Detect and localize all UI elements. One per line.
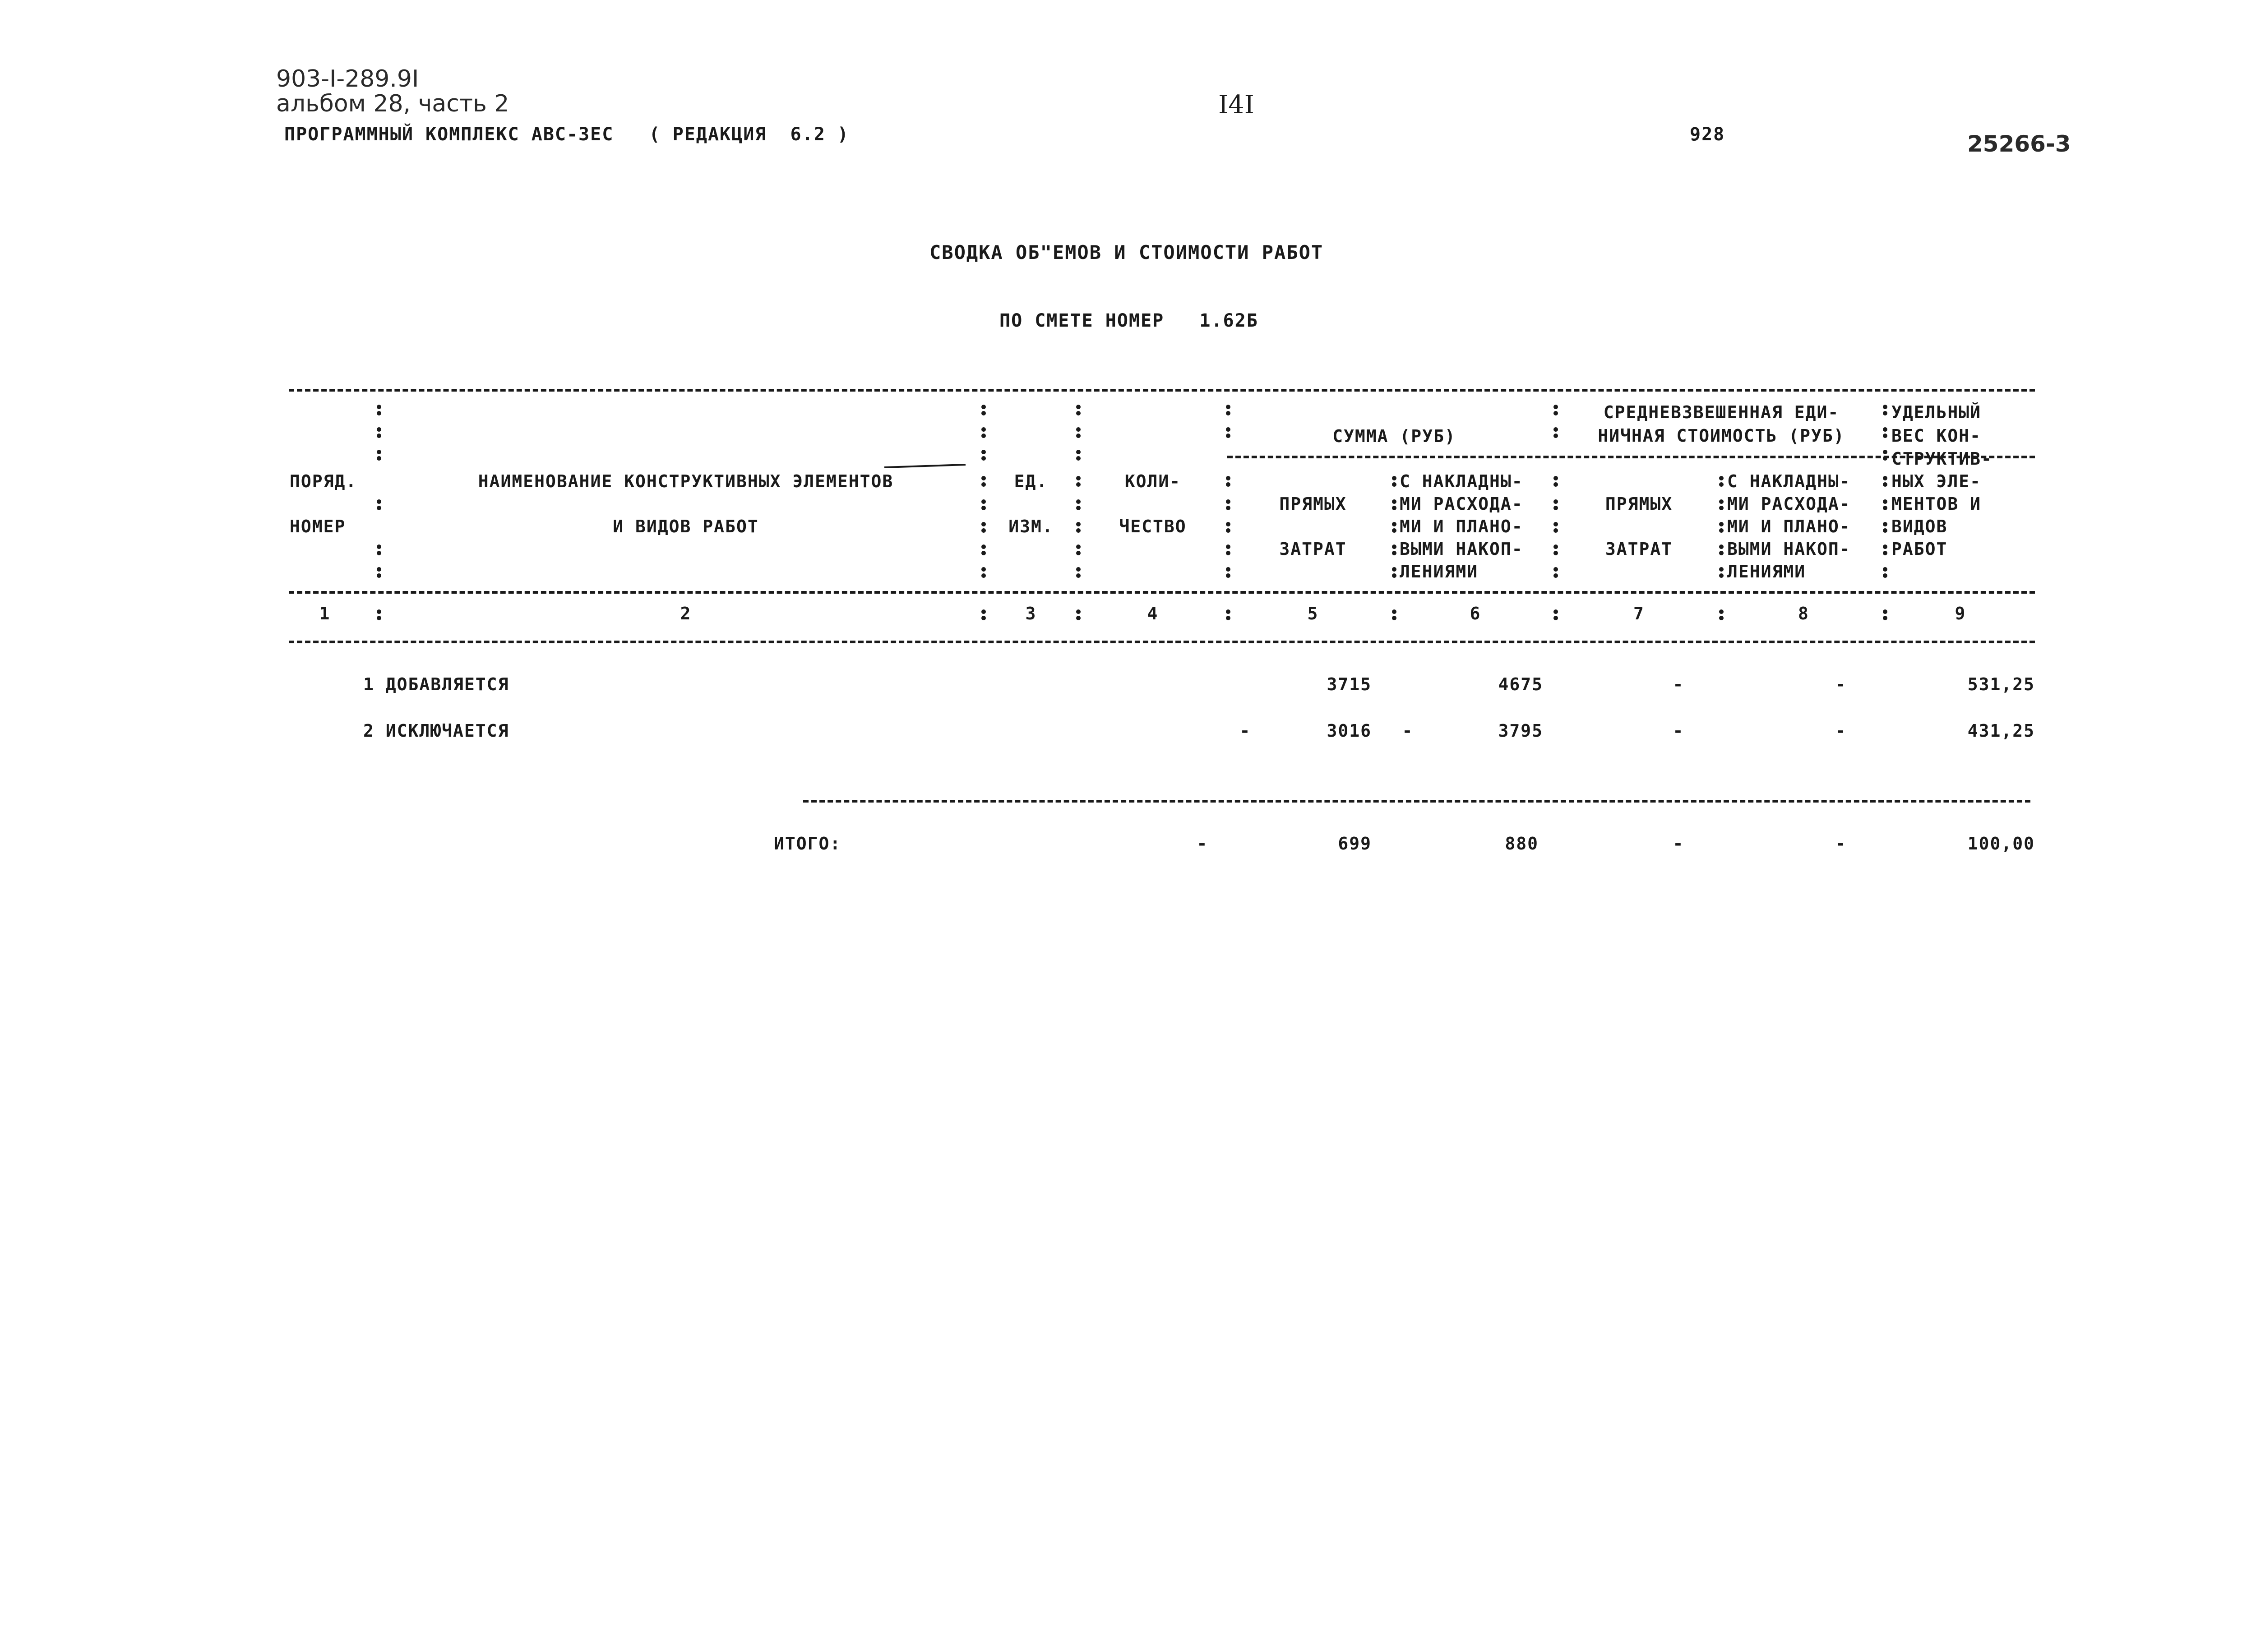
header-weight-line6: ВИДОВ [1891, 517, 1948, 536]
header-avg-overhead-line3: МИ И ПЛАНО- [1727, 517, 1851, 536]
underline-stroke [884, 465, 966, 467]
document-code: 903-I-289.9I [276, 65, 419, 92]
row-1-overhead-sum: 4675 [1498, 674, 1543, 694]
header-qty-line1: КОЛИ- [1124, 471, 1181, 491]
total-rule [803, 800, 2030, 803]
separator-6 [1553, 405, 1558, 620]
row-1-weight: 531,25 [1967, 674, 2035, 694]
column-number-5: 5 [1307, 604, 1319, 623]
header-unit-line2: ИЗМ. [1008, 517, 1054, 536]
table-top-rule [289, 389, 2035, 392]
row-1-label: 1 ДОБАВЛЯЕТСЯ [363, 674, 509, 694]
header-avg-overhead-line5: ЛЕНИЯМИ [1727, 562, 1806, 581]
column-number-8: 8 [1798, 604, 1809, 623]
header-sum-overhead-line1: С НАКЛАДНЫ- [1400, 471, 1523, 491]
sheet-number: 928 [1690, 124, 1725, 145]
row-2-overhead-sign: - [1402, 721, 1414, 741]
header-sum-overhead-line5: ЛЕНИЯМИ [1400, 562, 1479, 581]
column-number-1: 1 [319, 604, 331, 623]
header-name-line2: И ВИДОВ РАБОТ [613, 517, 759, 536]
separator-2 [981, 405, 986, 620]
column-number-2: 2 [680, 604, 692, 623]
header-weight-line7: РАБОТ [1891, 539, 1948, 559]
separator-5 [1392, 476, 1396, 620]
column-number-3: 3 [1025, 604, 1037, 623]
total-overhead-sum: 880 [1505, 834, 1539, 854]
separator-7 [1719, 476, 1724, 620]
header-weight-line5: МЕНТОВ И [1891, 494, 1982, 514]
row-2-direct-sign: - [1239, 721, 1251, 741]
sheet-code: 25266-3 [1967, 131, 2071, 157]
header-sum-direct-line2: ЗАТРАТ [1279, 539, 1347, 559]
separator-4 [1226, 405, 1230, 620]
header-order-line1: ПОРЯД. [290, 471, 357, 491]
header-weight-line4: НЫХ ЭЛЕ- [1891, 471, 1982, 491]
row-2-label: 2 ИСКЛЮЧАЕТСЯ [363, 721, 509, 741]
row-2-direct-sum: 3016 [1327, 721, 1372, 741]
album-part: альбом 28, часть 2 [276, 90, 509, 117]
header-name-line1: НАИМЕНОВАНИЕ КОНСТРУКТИВНЫХ ЭЛЕМЕНТОВ [478, 471, 894, 491]
header-bottom-rule [289, 591, 2035, 594]
row-1-direct-sum: 3715 [1327, 674, 1372, 694]
total-overhead-avg: - [1835, 834, 1847, 854]
row-1-overhead-avg: - [1835, 674, 1847, 694]
row-2-weight: 431,25 [1967, 721, 2035, 741]
header-sum-overhead-line2: МИ РАСХОДА- [1400, 494, 1523, 514]
separator-3 [1076, 405, 1081, 620]
row-2-overhead-sum: 3795 [1498, 721, 1543, 741]
header-avg-overhead-line2: МИ РАСХОДА- [1727, 494, 1851, 514]
header-sum-group: СУММА (РУБ) [1332, 426, 1456, 446]
total-sign: - [1197, 834, 1208, 854]
header-sum-overhead-line4: ВЫМИ НАКОП- [1400, 539, 1523, 559]
header-sum-overhead-line3: МИ И ПЛАНО- [1400, 517, 1523, 536]
row-2-direct-avg: - [1673, 721, 1684, 741]
page-number: I4I [1218, 90, 1254, 120]
separator-8 [1883, 405, 1887, 620]
column-number-rule [289, 641, 2035, 643]
header-avg-direct-line1: ПРЯМЫХ [1605, 494, 1673, 514]
report-title: СВОДКА ОБ"ЕМОВ И СТОИМОСТИ РАБОТ [929, 241, 1324, 263]
total-direct-sum: 699 [1338, 834, 1372, 854]
header-avg-overhead-line1: С НАКЛАДНЫ- [1727, 471, 1851, 491]
header-weight-line2: ВЕС КОН- [1891, 426, 1982, 446]
header-weight-line3: СТРУКТИВ- [1891, 449, 1992, 469]
report-subtitle: ПО СМЕТЕ НОМЕР 1.62Б [999, 310, 1258, 331]
total-direct-avg: - [1673, 834, 1684, 854]
header-sum-direct-line1: ПРЯМЫХ [1279, 494, 1347, 514]
header-order-line2: НОМЕР [290, 517, 346, 536]
column-number-6: 6 [1470, 604, 1481, 623]
row-2-overhead-avg: - [1835, 721, 1847, 741]
separator-1 [377, 405, 381, 620]
total-weight: 100,00 [1967, 834, 2035, 854]
header-avg-overhead-line4: ВЫМИ НАКОП- [1727, 539, 1851, 559]
header-avg-group-line2: НИЧНАЯ СТОИМОСТЬ (РУБ) [1598, 426, 1845, 446]
total-label: ИТОГО: [774, 834, 841, 854]
column-number-4: 4 [1147, 604, 1159, 623]
header-unit-line1: ЕД. [1014, 471, 1048, 491]
header-weight-line1: УДЕЛЬНЫЙ [1891, 402, 1982, 422]
header-qty-line2: ЧЕСТВО [1119, 517, 1187, 536]
header-avg-group-line1: СРЕДНЕВЗВЕШЕННАЯ ЕДИ- [1603, 402, 1840, 422]
header-avg-direct-line2: ЗАТРАТ [1605, 539, 1673, 559]
column-number-7: 7 [1633, 604, 1645, 623]
column-number-9: 9 [1955, 604, 1966, 623]
row-1-direct-avg: - [1673, 674, 1684, 694]
program-name: ПРОГРАММНЫЙ КОМПЛЕКС АВС-3ЕС ( РЕДАКЦИЯ 6.2 ) [284, 124, 849, 145]
